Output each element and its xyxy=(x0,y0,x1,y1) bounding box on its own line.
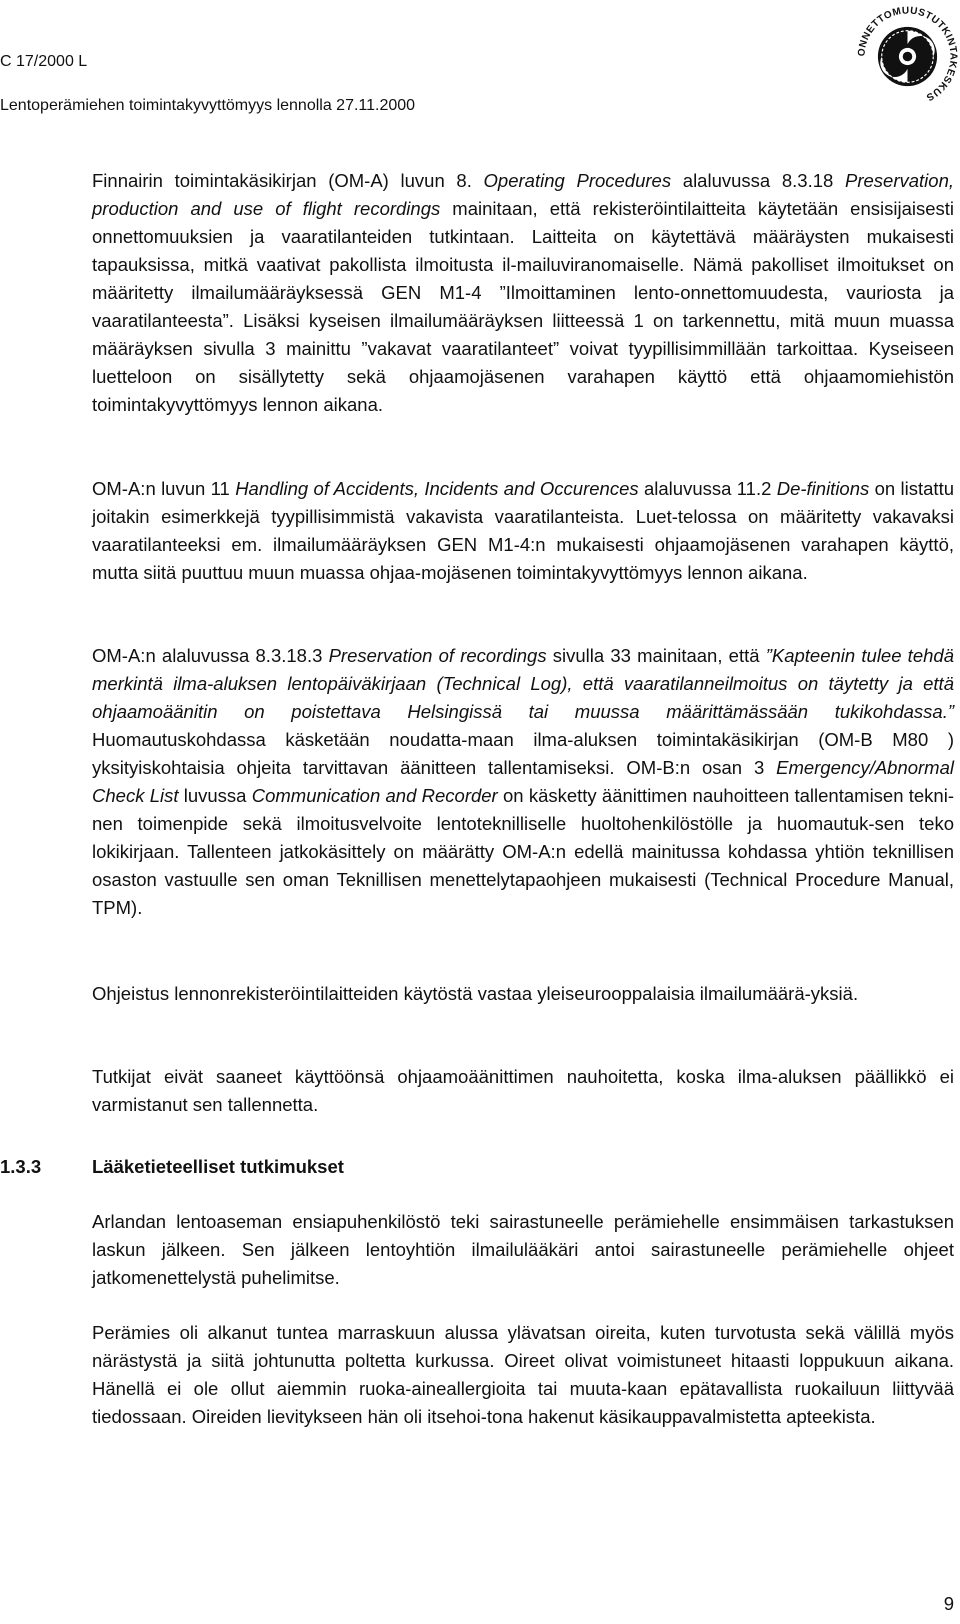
document-code: C 17/2000 L xyxy=(0,53,88,70)
text-run: mainitaan, että rekisteröintilaitteita käytetään ensisijaisesti onnettomuuksien ja vaaratilanteiden tutkintaan. Laitteita on käytettävä määräysten mukaisesti tapauksissa, mitkä vaativat pakollista ilmoitusta il-mailuviranomaiselle. Nämä pakolliset ilmoitukset on määritetty ilmailumääräyksessä GEN M1-4 ”Ilmoittaminen lento-onnettomuudesta, vauriosta ja vaaratilanteesta”. Lisäksi kyseisen ilmailumääräyksen liitteessä 1 on tarkennettu, mitä muun muassa määräyksen sivulla 3 mainittu ”vakavat vaaratilanteet” voivat tyypillisimmillään tarkoittaa. Kyseiseen luetteloon on sisällytetty sekä ohjaamojäsenen varahapen käyttö että ohjaamomiehistön toimintakyvyttömyys lennon aikana. xyxy=(92,198,955,415)
italic-run: Communication and Recorder xyxy=(251,785,498,806)
text-run: alaluvussa 11.2 xyxy=(638,478,777,499)
section-title: Lääketieteelliset tutkimukset xyxy=(92,1156,344,1177)
italic-run: Handling of Accidents, Incidents and Occurences xyxy=(235,478,639,499)
italic-run: Emergency/Abnormal Check List xyxy=(92,757,954,806)
paragraph-investigators xyxy=(92,1063,954,1119)
italic-quote: ”Kapteenin tulee tehdä merkintä ilma-aluksen lentopäiväkirjaan (Technical Log), että vaaratilanneilmoitus on täytetty ja että ohjaamoäänitin on poistettava Helsingissä tai muussa määrittämässään tukikohdassa.” xyxy=(92,645,954,722)
italic-run: Preservation, production and use of flight recordings xyxy=(92,170,954,219)
text-run: luvussa xyxy=(178,785,252,806)
text-run: Huomautuskohdassa käsketään noudatta-maan ilma-aluksen toimintakäsikirjan (OM-B M80 ) yksityiskohtaisia ohjeita tarvittavan äänitteen tallentamiseksi. OM-B:n osan 3 xyxy=(92,729,954,778)
text-run: alaluvussa 8.3.18 xyxy=(671,170,845,191)
page-number: 9 xyxy=(943,1593,954,1614)
text-run: on listattu joitakin esimerkkejä tyypillisimmistä vakavista vaaratilanteista. Luet-telossa on määritetty vakavaksi vaaratilanteeksi em. ilmailumääräyksen GEN M1-4:n mukaisesti ohjaamojäsenen varahapen käyttö, mutta siitä puuttuu muun muassa ohjaa-mojäsenen toimintakyvyttömyys lennon aikana. xyxy=(92,478,954,583)
paragraph-text: Tutkijat eivät saaneet käyttöönsä ohjaamoäänittimen nauhoitetta, koska ilma-aluksen päällikkö ei varmistanut sen tallennetta. xyxy=(92,1066,954,1115)
text-run: sivulla 33 mainitaan, että xyxy=(546,645,766,666)
paragraph-text: Perämies oli alkanut tuntea marraskuun alussa ylävatsan oireita, kuten turvotusta sekä välillä myös närästystä ja siitä johtunutta poltetta kurkussa. Oireet olivat voimistuneet hitaasti loppukuun aikana. Hänellä ei ole ollut aiemmin ruoka-aineallergioita tai muuta-kaan epätavallista ruokailuun liittyvää tiedossaan. Oireiden lievitykseen hän oli itsehoi-tona hakenut käsikauppavalmistetta apteekista. xyxy=(92,1322,954,1427)
text-run: OM-A:n luvun 11 xyxy=(92,478,236,499)
text-run: on käsketty äänittimen nauhoitteen tallentamisen tekni-nen toimenpide sekä ilmoitusvelvoite lentoteknilliselle huoltohenkilöstölle ja huomautuk-sen teko lokikirjaan. Tallenteen jatkokäsittely on määrätty OM-A:n edellä mainitussa kohdassa yhtiön teknillisen osaston vastuulle sen oman Teknillisen menettelytapaohjeen mukaisesti (Technical Procedure Manual, TPM). xyxy=(92,785,954,918)
section-number: 1.3.3 xyxy=(0,1156,42,1177)
italic-run: De-finitions xyxy=(776,478,870,499)
logo-text: ONNETTOMUUSTUTKINTAKESKUS xyxy=(856,5,959,103)
paragraph-text: Arlandan lentoaseman ensiapuhenkilöstö teki sairastuneelle perämiehelle ensimmäisen tarkastuksen laskun jälkeen. Sen jälkeen lentoyhtiön ilmailulääkäri antoi sairastuneelle perämiehelle ohjeet jatkomenettelystä puhelimitse. xyxy=(92,1211,954,1288)
paragraph-preservation-of-recordings xyxy=(92,642,954,922)
paragraph-first-aid xyxy=(92,1208,954,1292)
italic-run: Operating Procedures xyxy=(483,170,672,191)
text-run: Finnairin toimintakäsikirjan (OM-A) luvun 8. xyxy=(92,170,484,191)
paragraph-text: Ohjeistus lennonrekisteröintilaitteiden käytöstä vastaa yleiseurooppalaisia ilmailumäärä-yksiä. xyxy=(92,983,859,1004)
paragraph-om-a-chapter-11 xyxy=(92,475,954,587)
paragraph-symptoms xyxy=(92,1319,954,1431)
paragraph-om-a-chapter-8 xyxy=(92,167,954,419)
text-run: OM-A:n alaluvussa 8.3.18.3 xyxy=(92,645,329,666)
investigation-board-logo xyxy=(855,4,960,109)
document-subtitle: Lentoperämiehen toimintakyvyttömyys lennolla 27.11.2000 xyxy=(0,97,416,114)
italic-run: Preservation of recordings xyxy=(328,645,547,666)
paragraph-guidance xyxy=(92,980,954,1008)
